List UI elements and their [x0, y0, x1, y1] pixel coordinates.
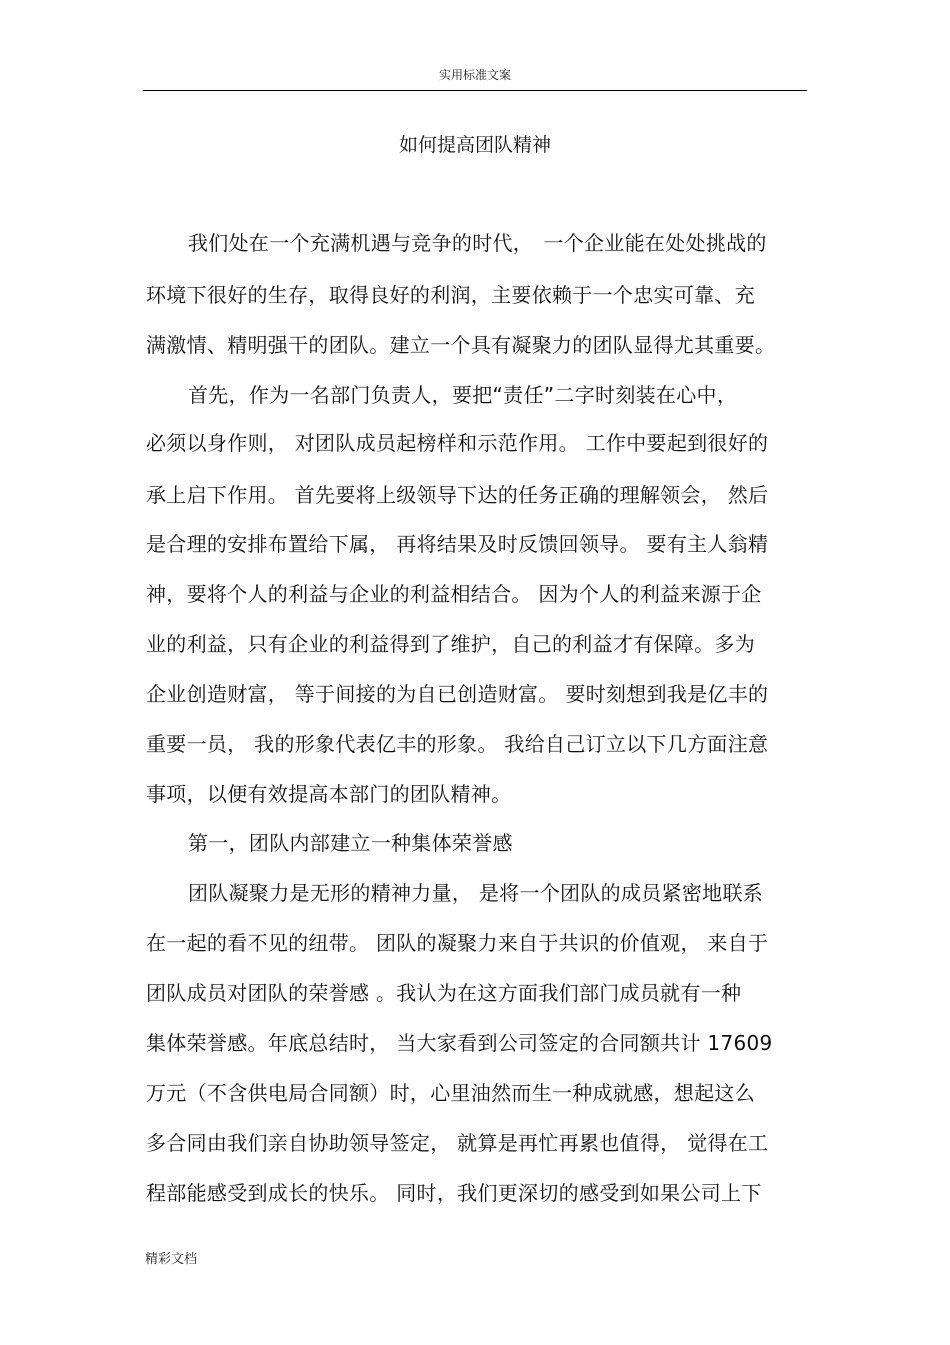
body-line: 承上启下作用。 首先要将上级领导下达的任务正确的理解领会， 然后	[146, 483, 769, 507]
page-footer: 精彩文档	[145, 1252, 198, 1267]
body-line: 是合理的安排布置给下属， 再将结果及时反馈回领导。 要有主人翁精	[146, 532, 769, 556]
body-line: 必须以身作则， 对团队成员起榜样和示范作用。 工作中要起到很好的	[146, 431, 769, 455]
body-line: 程部能感受到成长的快乐。 同时，我们更深切的感受到如果公司上下	[146, 1181, 762, 1205]
body-line: 企业创造财富， 等于间接的为自已创造财富。 要时刻想到我是亿丰的	[146, 682, 769, 706]
body-line: 业的利益，只有企业的利益得到了维护，自己的利益才有保障。多为	[146, 632, 755, 656]
body-line: 万元（不含供电局合同额）时，心里油然而生一种成就感，想起这么	[146, 1081, 755, 1105]
body-line: 重要一员， 我的形象代表亿丰的形象。 我给自己订立以下几方面注意	[146, 732, 769, 756]
header-divider	[143, 90, 807, 91]
body-line: 环境下很好的生存，取得良好的利润，主要依赖于一个忠实可靠、充	[146, 283, 755, 307]
document-title: 如何提高团队精神	[398, 134, 551, 156]
body-line: 多合同由我们亲自协助领导签定， 就算是再忙再累也值得， 觉得在工	[146, 1131, 769, 1155]
section-heading: 第一，团队内部建立一种集体荣誉感	[188, 831, 513, 855]
body-line: 神，要将个人的利益与企业的利益相结合。 因为个人的利益来源于企	[146, 582, 762, 606]
body-line: 团队凝聚力是无形的精神力量， 是将一个团队的成员紧密地联系	[188, 881, 764, 905]
body-line: 首先，作为一名部门负责人，要把“责任”二字时刻装在心中，	[188, 383, 738, 407]
body-line: 团队成员对团队的荣誉感 。我认为在这方面我们部门成员就有一种	[146, 981, 742, 1005]
body-line: 事项，以便有效提高本部门的团队精神。	[146, 782, 512, 806]
body-line: 在一起的看不见的纽带。 团队的凝聚力来自于共识的价值观， 来自于	[146, 931, 769, 955]
header-text: 实用标准文案	[438, 68, 511, 82]
body-line: 我们处在一个充满机遇与竞争的时代， 一个企业能在处处挑战的	[188, 231, 767, 255]
body-line: 集体荣誉感。年底总结时， 当大家看到公司签定的合同额共计 17609	[146, 1031, 773, 1055]
body-line: 满激情、精明强干的团队。建立一个具有凝聚力的团队显得尤其重要。	[146, 333, 776, 357]
